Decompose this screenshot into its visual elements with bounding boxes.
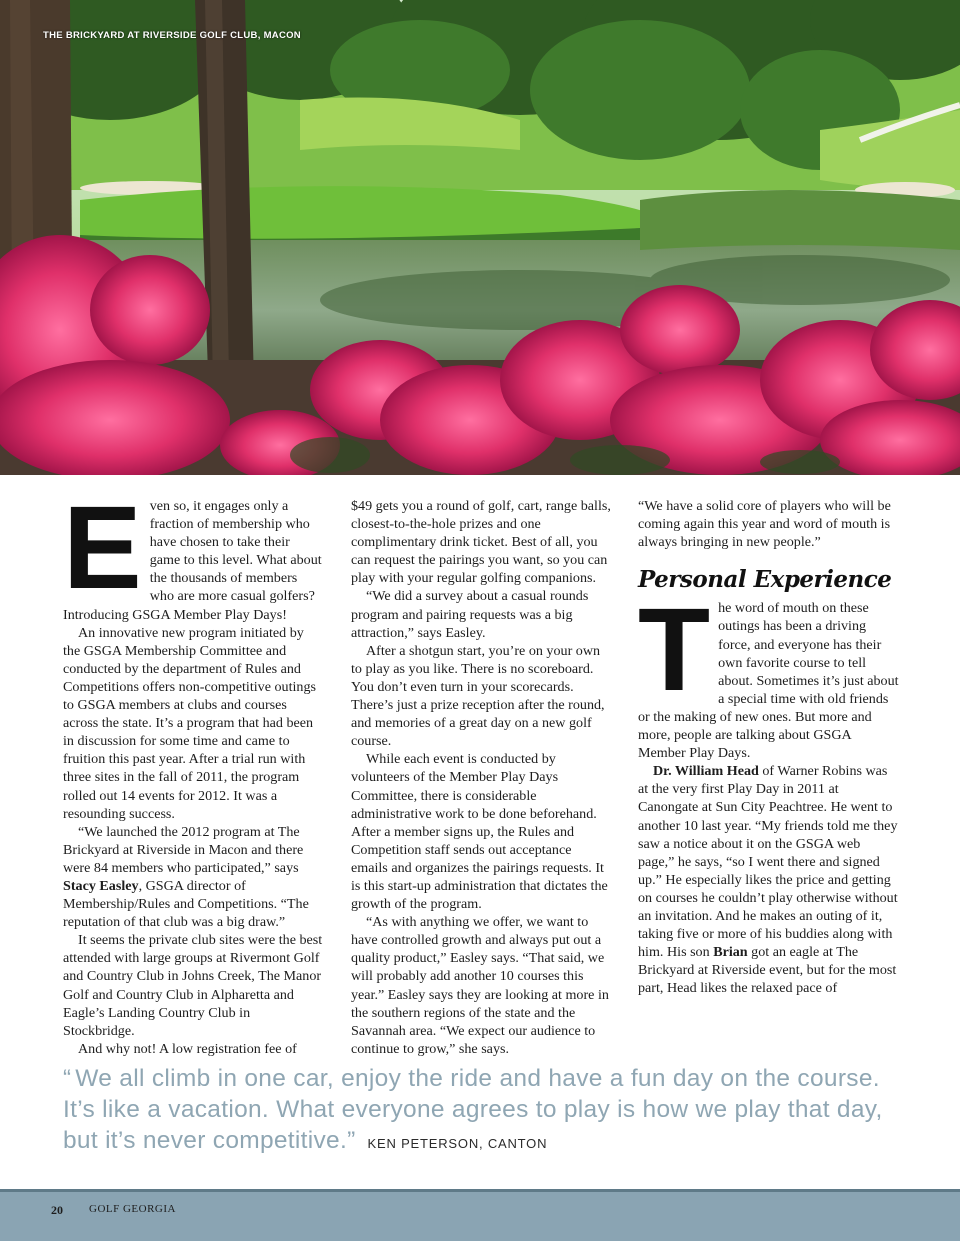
paragraph: “We did a survey about a casual rounds program and pairing requests was a big attraction,” says Easley. [351, 588, 589, 641]
drop-cap: T [638, 584, 711, 717]
paragraph: ven so, it engages only a fraction of membership who have chosen to take their game to this level. What about the thousands of members who are more casual golfers? Introducing GSGA Member Play Days! [63, 498, 322, 623]
paragraph: he word of mouth on these outings has been a driving force, and everyone has their own favorite course to tell about. Sometimes it’s just about a special time with old friends or the making of new ones. But more and more, people are talking about GSGA Member Play Days. [638, 600, 899, 762]
open-quote-mark: “ [63, 1065, 72, 1092]
text-run: , GSGA director of Membership/Rules and Competitions. “The reputation of that club was a big draw.” [63, 877, 309, 931]
paragraph: While each event is conducted by volunteers of the Member Play Days Committee, there is considerable administrative work to be done beforehand. After a member signs up, the Rules and Competition staff sends out acceptance emails and organizes the pairings requests. It is this start-up administration that dictates the growth of the program. [351, 751, 608, 913]
text-run: got an eagle at The Brickyard at Riverside event, but for the most part, Head likes the relaxed pace of [638, 944, 897, 997]
article-column-2 [351, 497, 611, 1058]
footer-divider [0, 1189, 960, 1192]
paragraph: After a shotgun start, you’re on your own to play as you like. There is no scoreboard. You don’t even turn in your scorecards. There’s just a prize reception after the round, and memories of a great day on a new golf course. [351, 642, 605, 750]
photo-caption: THE BRICKYARD AT RIVERSIDE GOLF CLUB, MACON [43, 30, 301, 41]
paragraph: “As with anything we offer, we want to have controlled growth and always put out a quality product,” Easley says. “That said, we will probably add another 10 courses this year.” Easley says they are looking at more in the southern regions of the state and the Savannah area. “We expect our audience to continue to grow,” she says. [351, 914, 609, 1057]
paragraph: And why not! A low registration fee of [78, 1040, 297, 1057]
pull-quote [63, 1063, 913, 1159]
pull-quote-attribution: KEN PETERSON, CANTON [367, 1136, 548, 1151]
person-name: Stacy Easley [63, 877, 139, 894]
paragraph: “We have a solid core of players who will be coming again this year and word of mouth is always bringing in new people.” [638, 498, 891, 551]
section-subhead: Personal Experience [638, 566, 892, 594]
text-run: “We launched the 2012 program at The Brickyard at Riverside in Macon and there were 84 members who participated,” says [63, 823, 304, 876]
text-run: of Warner Robins was at the very first Play Day in 2011 at Canongate at Sun City Peachtree. He went to another 10 last year. “My friends told me they saw a notice about it on the GSGA web page,” he says, “so I went there and signed up.” He especially likes the price and getting on courses he couldn’t play otherwise without an invitation. And he makes an outing of it, taking five or more of his buddies along with him. His son [638, 763, 898, 961]
paragraph [63, 823, 323, 932]
page-number: 20 [51, 1203, 63, 1217]
article-column-1 [63, 482, 323, 1058]
paragraph: An innovative new program initiated by the GSGA Membership Committee and conducted by the department of Rules and Competitions offers non-competitive outings to GSGA members at clubs and courses across the state. It’s a program that had been in discussion for some time and came to fruition this past year. After a trial run with three sites in the fall of 2011, the program rolled out 14 events for 2012. It was a resounding success. [63, 624, 317, 822]
paragraph: It seems the private club sites were the best attended with large groups at Rivermont Golf and Country Club in Johns Creek, The Manor Golf and Country Club in Alpharetta and Eagle’s Landing Country Club in Stockbridge. [63, 932, 323, 1039]
paragraph [638, 762, 900, 997]
person-name: Dr. William Head [653, 763, 759, 780]
publication-name: GOLF GEORGIA [89, 1203, 176, 1215]
article-column-3 [638, 497, 900, 997]
person-name: Brian [713, 944, 748, 961]
golf-course-illustration [0, 0, 960, 475]
paragraph: $49 gets you a round of golf, cart, range balls, closest-to-the-hole prizes and one complimentary drink ticket. Best of all, you can request the pairings you want, so you can play with your regular golfing companions. [351, 498, 611, 587]
pull-quote-text: We all climb in one car, enjoy the ride and have a fun day on the course. It’s like a vacation. What everyone agrees to play is how we play that day, but it’s never competitive.” [63, 1065, 883, 1154]
footer-band [0, 1189, 960, 1241]
hero-photo [0, 0, 960, 475]
drop-cap: E [63, 482, 142, 614]
